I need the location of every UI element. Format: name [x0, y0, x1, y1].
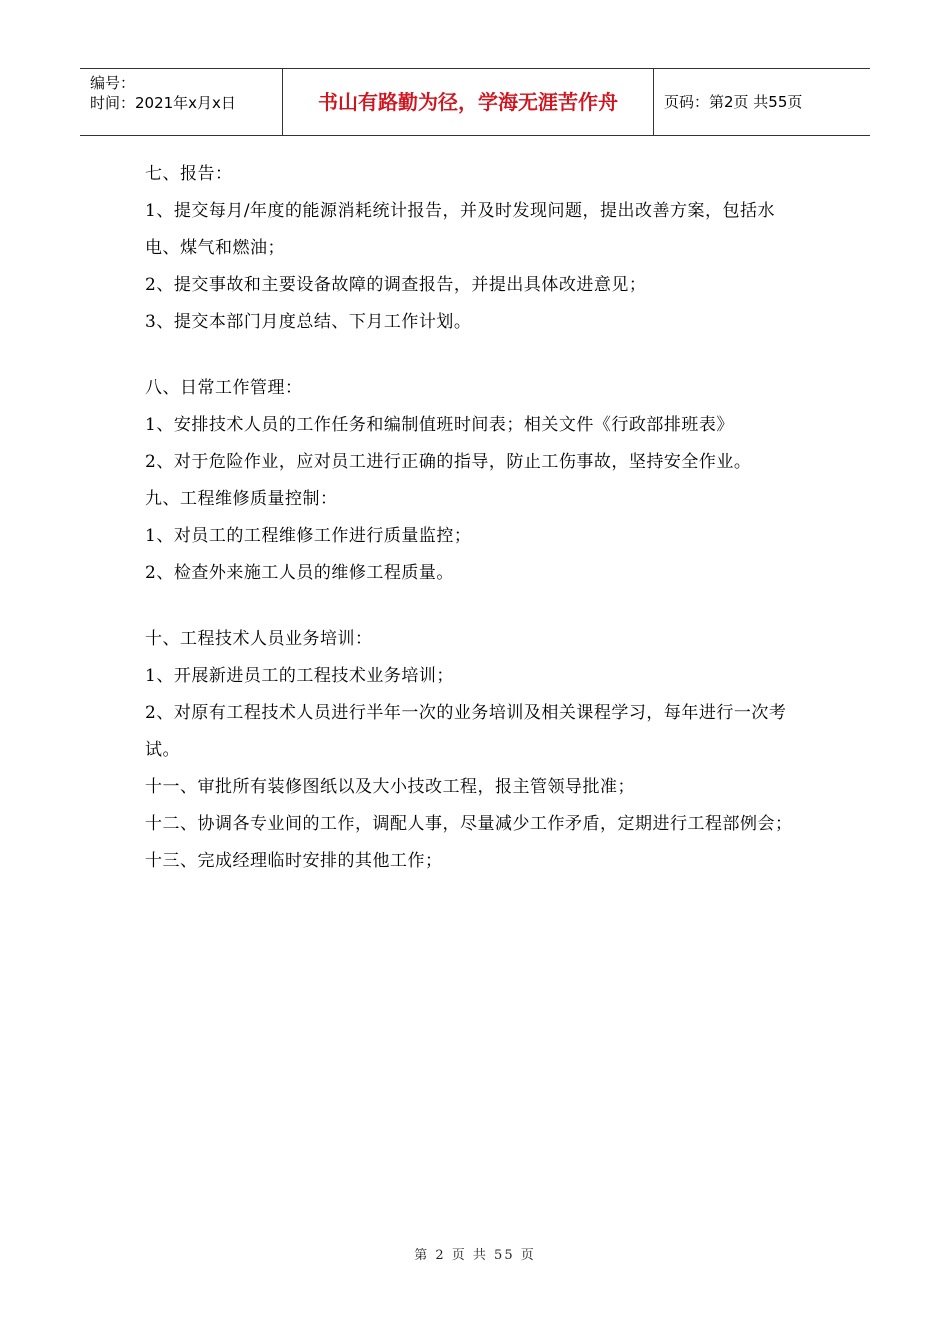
section-heading: 八、日常工作管理：: [145, 378, 303, 398]
page-footer: 第 2 页 共 55 页: [414, 1248, 536, 1263]
document-header: [80, 68, 870, 136]
header-page-info: 页码：第2页 共55页: [664, 93, 803, 111]
paragraph: 1、对员工的工程维修工作进行质量监控；: [145, 526, 472, 546]
document-body: [145, 156, 810, 880]
paragraph: 十三、完成经理临时安排的其他工作；: [145, 851, 443, 871]
paragraph: 1、安排技术人员的工作任务和编制值班时间表；相关文件《行政部排班表》: [145, 415, 734, 435]
paragraph: 1、开展新进员工的工程技术业务培训；: [145, 666, 454, 686]
section-heading: 七、报告：: [145, 164, 233, 184]
paragraph: 3、提交本部门月度总结、下月工作计划。: [145, 312, 472, 332]
time-label: 时间：2021年x月x日: [90, 94, 236, 112]
paragraph: 2、对原有工程技术人员进行半年一次的业务培训及相关课程学习，每年进行一次考试。: [145, 703, 787, 760]
paragraph: 2、提交事故和主要设备故障的调查报告，并提出具体改进意见；: [145, 275, 647, 295]
paragraph: 十二、协调各专业间的工作，调配人事，尽量减少工作矛盾，定期进行工程部例会；: [145, 814, 793, 834]
paragraph: 2、对于危险作业，应对员工进行正确的指导，防止工伤事故，坚持安全作业。: [145, 452, 752, 472]
header-motto: 书山有路勤为径，学海无涯苦作舟: [282, 69, 654, 135]
paragraph: 1、提交每月/年度的能源消耗统计报告，并及时发现问题，提出改善方案，包括水电、煤气和燃油；: [145, 201, 776, 258]
header-meta: [80, 69, 282, 135]
number-label: 编号：: [90, 74, 136, 92]
paragraph: 十一、审批所有装修图纸以及大小技改工程，报主管领导批准；: [145, 777, 635, 797]
section-heading: 九、工程维修质量控制：: [145, 489, 338, 509]
paragraph: 2、检查外来施工人员的维修工程质量。: [145, 563, 454, 583]
section-heading: 十、工程技术人员业务培训：: [145, 629, 373, 649]
